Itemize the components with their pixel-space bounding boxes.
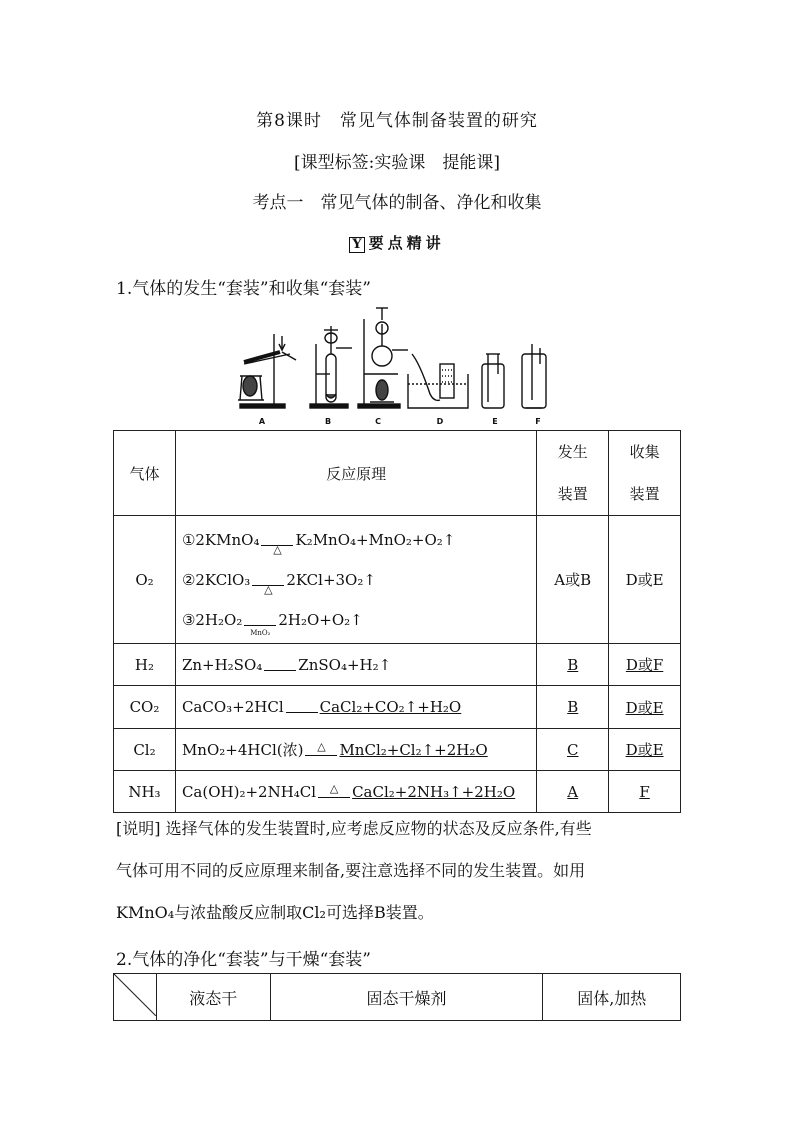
label-c: C bbox=[375, 417, 381, 426]
reactions-o2: ①2KMnO₄ △ K₂MnO₄+MnO₂+O₂↑ ②2KClO₃ △ 2KCl+3O₂↑ ③2H₂O₂ MnO₂ 2H₂O+O₂↑ bbox=[175, 516, 536, 644]
reaction-co2: CaCO₃+2HCl CaCl₂+CO₂↑+H₂O bbox=[175, 686, 536, 729]
badge-label: 要点精讲 bbox=[368, 234, 445, 252]
gas-nh3: NH₃ bbox=[114, 771, 176, 813]
col-h2: D或F bbox=[609, 644, 681, 686]
apparatus-f bbox=[522, 344, 546, 408]
diagonal-line bbox=[114, 974, 156, 1016]
row-co2 bbox=[114, 686, 681, 729]
header-gas: 气体 bbox=[114, 431, 176, 516]
apparatus-e bbox=[482, 354, 504, 408]
reaction-h2: Zn+H₂SO₄ ZnSO₄+H₂↑ bbox=[175, 644, 536, 686]
heading-2: 2.气体的净化“套装”与干燥“套装” bbox=[116, 950, 371, 970]
header-gen: 发生 装置 bbox=[537, 431, 609, 516]
apparatus-d bbox=[408, 354, 468, 408]
header-principle: 反应原理 bbox=[175, 431, 536, 516]
row-cl2 bbox=[114, 729, 681, 771]
note-line-2: 气体可用不同的反应原理来制备,要注意选择不同的发生装置。如用 bbox=[116, 861, 586, 880]
note-line-3: KMnO₄与浓盐酸反应制取Cl₂可选择B装置。 bbox=[116, 903, 434, 922]
section-title: 考点一 常见气体的制备、净化和收集 bbox=[252, 193, 542, 213]
gas-o2: O₂ bbox=[114, 516, 176, 644]
label-b: B bbox=[324, 417, 332, 426]
reaction-cl2: MnO₂+4HCl(浓) △ MnCl₂+Cl₂↑+2H₂O bbox=[175, 729, 536, 771]
label-e: E bbox=[492, 417, 498, 426]
apparatus-c bbox=[358, 308, 408, 408]
label-f: F bbox=[535, 417, 541, 426]
reaction-nh3: Ca(OH)₂+2NH₄Cl △ CaCl₂+2NH₃↑+2H₂O bbox=[175, 771, 536, 813]
diagonal-cell bbox=[114, 974, 157, 1021]
header-row bbox=[114, 431, 681, 516]
lesson-tag: [课型标签:实验课 提能课] bbox=[294, 153, 500, 173]
col-cl2: D或E bbox=[609, 729, 681, 771]
label-d: D bbox=[436, 417, 444, 426]
note-paragraph bbox=[116, 808, 681, 934]
gen-h2: B bbox=[537, 644, 609, 686]
purification-table bbox=[113, 973, 681, 1021]
gen-co2: B bbox=[537, 686, 609, 729]
badge-mark: Y bbox=[349, 237, 364, 253]
row-nh3 bbox=[114, 771, 681, 813]
gen-nh3: A bbox=[537, 771, 609, 813]
col-nh3: F bbox=[609, 771, 681, 813]
header-col: 收集 装置 bbox=[609, 431, 681, 516]
gen-o2: A或B bbox=[537, 516, 609, 644]
page-title: 第8课时 常见气体制备装置的研究 bbox=[256, 111, 538, 131]
gas-co2: CO₂ bbox=[114, 686, 176, 729]
col-solid: 固态干燥剂 bbox=[270, 974, 543, 1021]
row-o2 bbox=[114, 516, 681, 644]
gas-h2: H₂ bbox=[114, 644, 176, 686]
apparatus-a bbox=[238, 334, 296, 408]
heading-1: 1.气体的发生“套装”和收集“套装” bbox=[116, 279, 371, 299]
col-o2: D或E bbox=[609, 516, 681, 644]
key-points-badge bbox=[0, 232, 794, 253]
apparatus-figure bbox=[230, 304, 570, 428]
col-liquid: 液态干 bbox=[157, 974, 271, 1021]
note-line-1: [说明] 选择气体的发生装置时,应考虑反应物的状态及反应条件,有些 bbox=[116, 819, 592, 838]
col-co2: D或E bbox=[609, 686, 681, 729]
gen-cl2: C bbox=[537, 729, 609, 771]
col-heat: 固体,加热 bbox=[543, 974, 681, 1021]
label-a: A bbox=[258, 417, 266, 426]
gas-preparation-table bbox=[113, 430, 681, 813]
row-h2 bbox=[114, 644, 681, 686]
apparatus-b bbox=[310, 326, 352, 408]
gas-cl2: Cl₂ bbox=[114, 729, 176, 771]
